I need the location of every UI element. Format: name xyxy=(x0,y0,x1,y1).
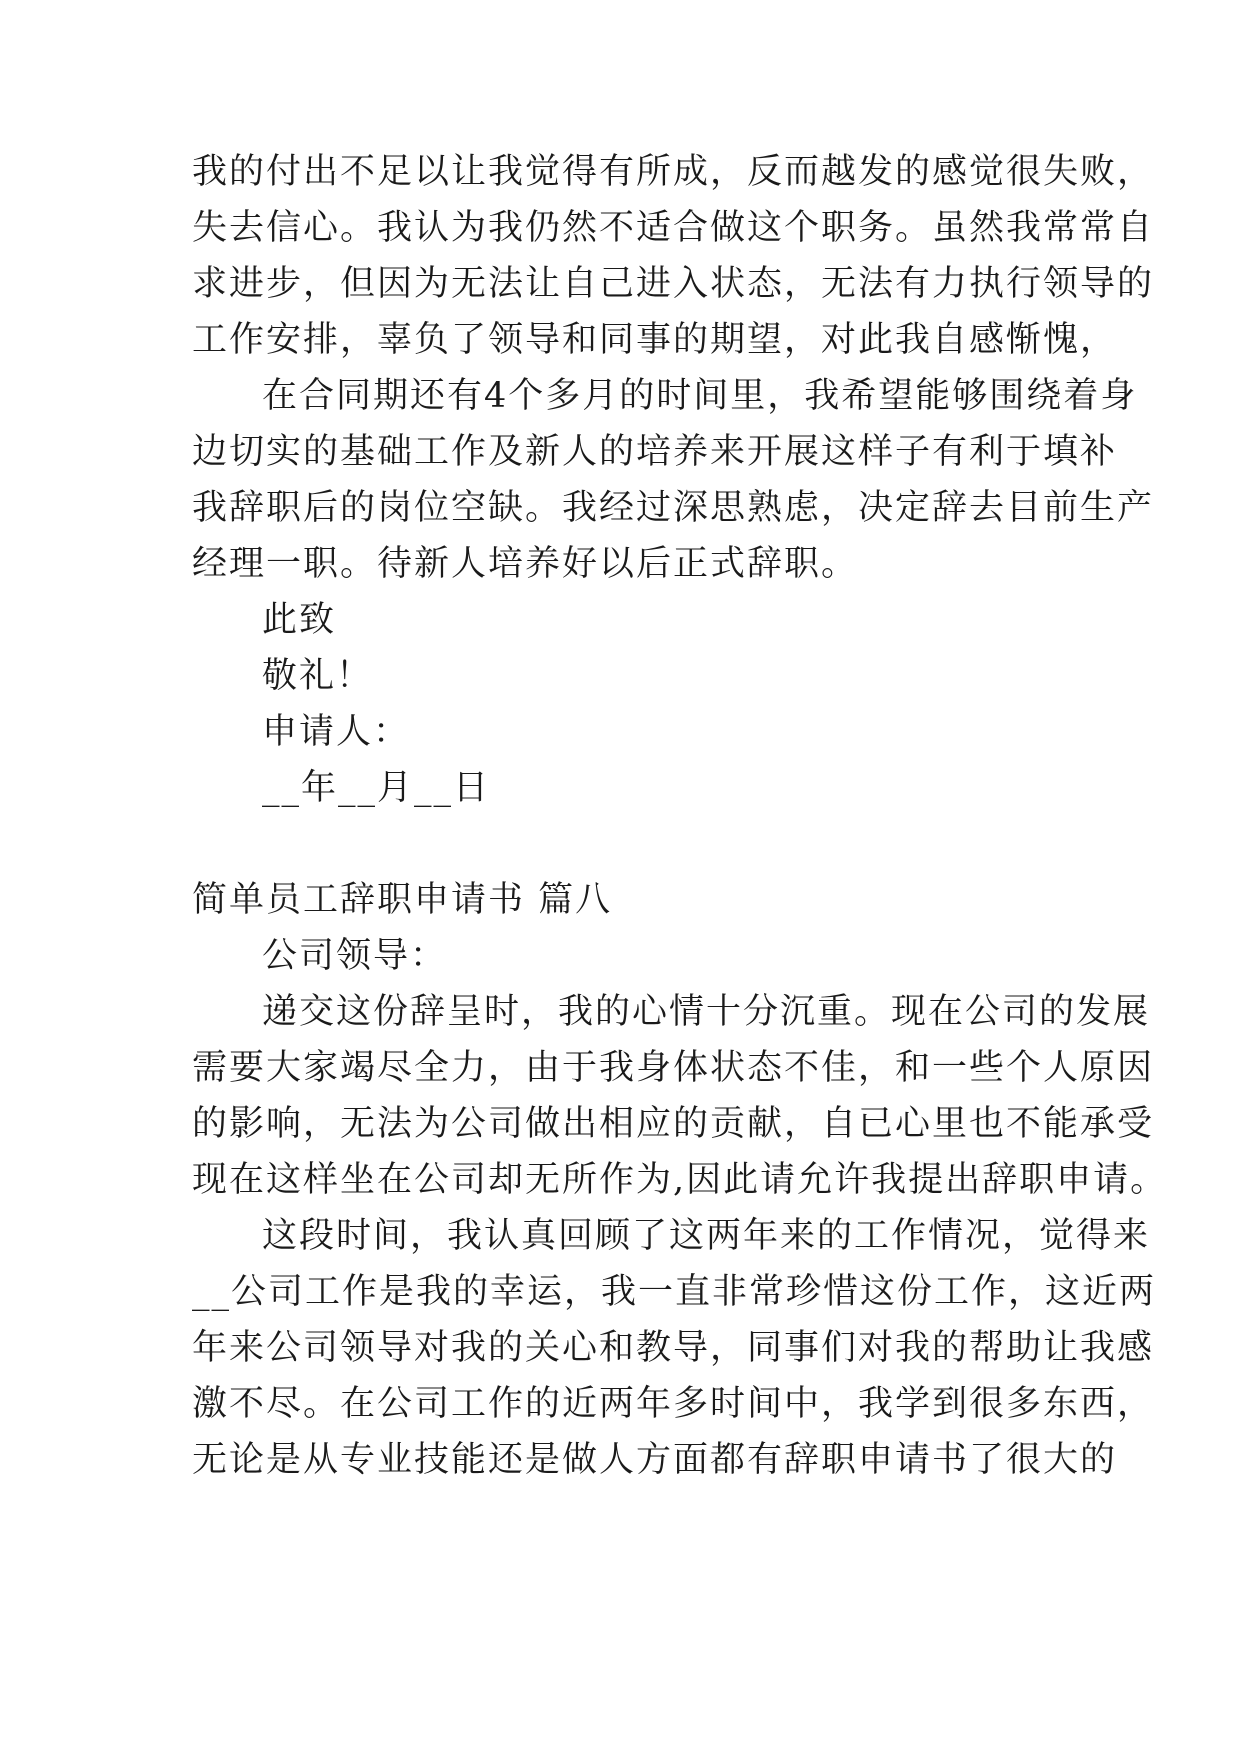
addressee-line: 公司领导： xyxy=(262,936,448,976)
paragraph-line: 的影响，无法为公司做出相应的贡献，自已心里也不能承受 xyxy=(192,1104,1155,1144)
paragraph-line: 经理一职。待新人培养好以后正式辞职。 xyxy=(192,544,859,584)
section-heading: 简单员工辞职申请书 篇八 xyxy=(192,880,613,920)
date-line: __年__月__日 xyxy=(262,768,491,808)
paragraph-line: 求进步，但因为无法让自己进入状态，无法有力执行领导的 xyxy=(192,264,1155,304)
paragraph-line: 边切实的基础工作及新人的培养来开展这样子有利于填补 xyxy=(192,432,1118,472)
paragraph-line: 我的付出不足以让我觉得有所成，反而越发的感觉很失败， xyxy=(192,152,1155,192)
closing-line: 此致 xyxy=(262,600,337,640)
paragraph-line: 工作安排，辜负了领导和同事的期望，对此我自感惭愧， xyxy=(192,320,1118,360)
applicant-line: 申请人： xyxy=(262,712,411,752)
salute-line: 敬礼！ xyxy=(262,656,374,696)
paragraph-line: 现在这样坐在公司却无所作为,因此请允许我提出辞职申请。 xyxy=(192,1160,1168,1200)
paragraph-line: __公司工作是我的幸运，我一直非常珍惜这份工作，这近两 xyxy=(192,1272,1157,1312)
paragraph-line: 无论是从专业技能还是做人方面都有辞职申请书了很大的 xyxy=(192,1440,1118,1480)
paragraph-line: 递交这份辞呈时，我的心情十分沉重。现在公司的发展 xyxy=(262,992,1151,1032)
paragraph-line: 在合同期还有4个多月的时间里，我希望能够围绕着身 xyxy=(262,376,1138,416)
paragraph-line: 激不尽。在公司工作的近两年多时间中，我学到很多东西， xyxy=(192,1384,1155,1424)
paragraph-line: 我辞职后的岗位空缺。我经过深思熟虑，决定辞去目前生产 xyxy=(192,488,1155,528)
paragraph-line: 年来公司领导对我的关心和教导，同事们对我的帮助让我感 xyxy=(192,1328,1155,1368)
paragraph-line: 失去信心。我认为我仍然不适合做这个职务。虽然我常常自 xyxy=(192,208,1155,248)
paragraph-line: 需要大家竭尽全力，由于我身体状态不佳，和一些个人原因 xyxy=(192,1048,1155,1088)
paragraph-line: 这段时间，我认真回顾了这两年来的工作情况，觉得来 xyxy=(262,1216,1151,1256)
